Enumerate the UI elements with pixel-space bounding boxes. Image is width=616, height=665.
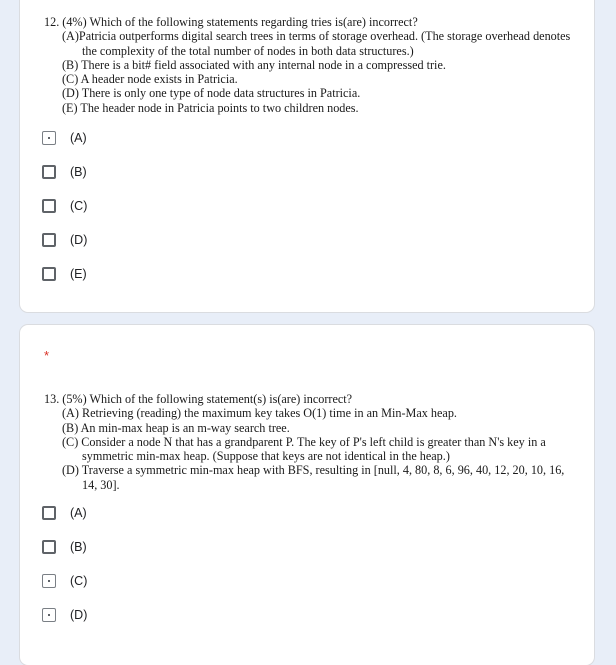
choice-label: (D) <box>70 608 88 622</box>
choice-label: (C) <box>70 199 88 213</box>
choice-label: (E) <box>70 267 87 281</box>
q13-choice-b[interactable] <box>42 538 87 556</box>
checkbox[interactable] <box>42 574 56 588</box>
checkbox[interactable] <box>42 233 56 247</box>
checkbox[interactable] <box>42 131 56 145</box>
q13-choice-d[interactable] <box>42 606 87 624</box>
choice-label: (D) <box>70 233 88 247</box>
q12-choice-d[interactable] <box>42 231 87 249</box>
q12-choice-c[interactable] <box>42 197 87 215</box>
question-12-option-d: (D) There is only one type of node data structures in Patricia. <box>62 86 361 101</box>
q13-choice-a[interactable] <box>42 504 87 522</box>
checkbox[interactable] <box>42 267 56 281</box>
question-13-option-b: (B) An min-max heap is an m-way search tree. <box>62 420 290 435</box>
q12-choice-b[interactable] <box>42 163 87 181</box>
checkbox[interactable] <box>42 506 56 520</box>
choice-label: (C) <box>70 574 88 588</box>
question-12-option-a: (A)Patricia outperforms digital search trees in terms of storage overhead. (The storage overhead denotes the complexity of the total number of nodes in both data structures.) <box>62 29 571 58</box>
q13-choice-c[interactable] <box>42 572 87 590</box>
checkbox[interactable] <box>42 608 56 622</box>
question-13-text <box>44 392 574 492</box>
question-12-text <box>44 15 574 115</box>
question-13-heading: 13. (5%) Which of the following statement(s) is(are) incorrect? <box>44 392 353 406</box>
q12-choice-a[interactable] <box>42 129 87 147</box>
question-12-option-b: (B) There is a bit# field associated with any internal node in a compressed trie. <box>62 57 446 72</box>
question-13-option-c: (C) Consider a node N that has a grandparent P. The key of P's left child is greater than N's key in a symmetric min-max heap. (Suppose that keys are not identical in the heap.) <box>62 434 546 464</box>
checkbox[interactable] <box>42 540 56 554</box>
choice-label: (A) <box>70 506 87 520</box>
question-13-option-d: (D) Traverse a symmetric min-max heap with BFS, resulting in [null, 4, 80, 8, 6, 96, 40, 12, 20, 10, 16, 14, 30]. <box>62 463 565 492</box>
choice-label: (B) <box>70 540 87 554</box>
checkbox[interactable] <box>42 199 56 213</box>
question-12-option-c: (C) A header node exists in Patricia. <box>62 72 238 87</box>
choice-label: (B) <box>70 165 87 179</box>
question-13-card <box>20 325 594 665</box>
question-13-option-a: (A) Retrieving (reading) the maximum key takes O(1) time in an Min-Max heap. <box>62 406 457 421</box>
checkbox[interactable] <box>42 165 56 179</box>
required-star: * <box>44 348 50 363</box>
question-12-option-e: (E) The header node in Patricia points to two children nodes. <box>62 100 359 115</box>
choice-label: (A) <box>70 131 87 145</box>
q12-choice-e[interactable] <box>42 265 87 283</box>
question-12-card <box>20 0 594 312</box>
question-12-heading: 12. (4%) Which of the following statements regarding tries is(are) incorrect? <box>44 15 418 29</box>
